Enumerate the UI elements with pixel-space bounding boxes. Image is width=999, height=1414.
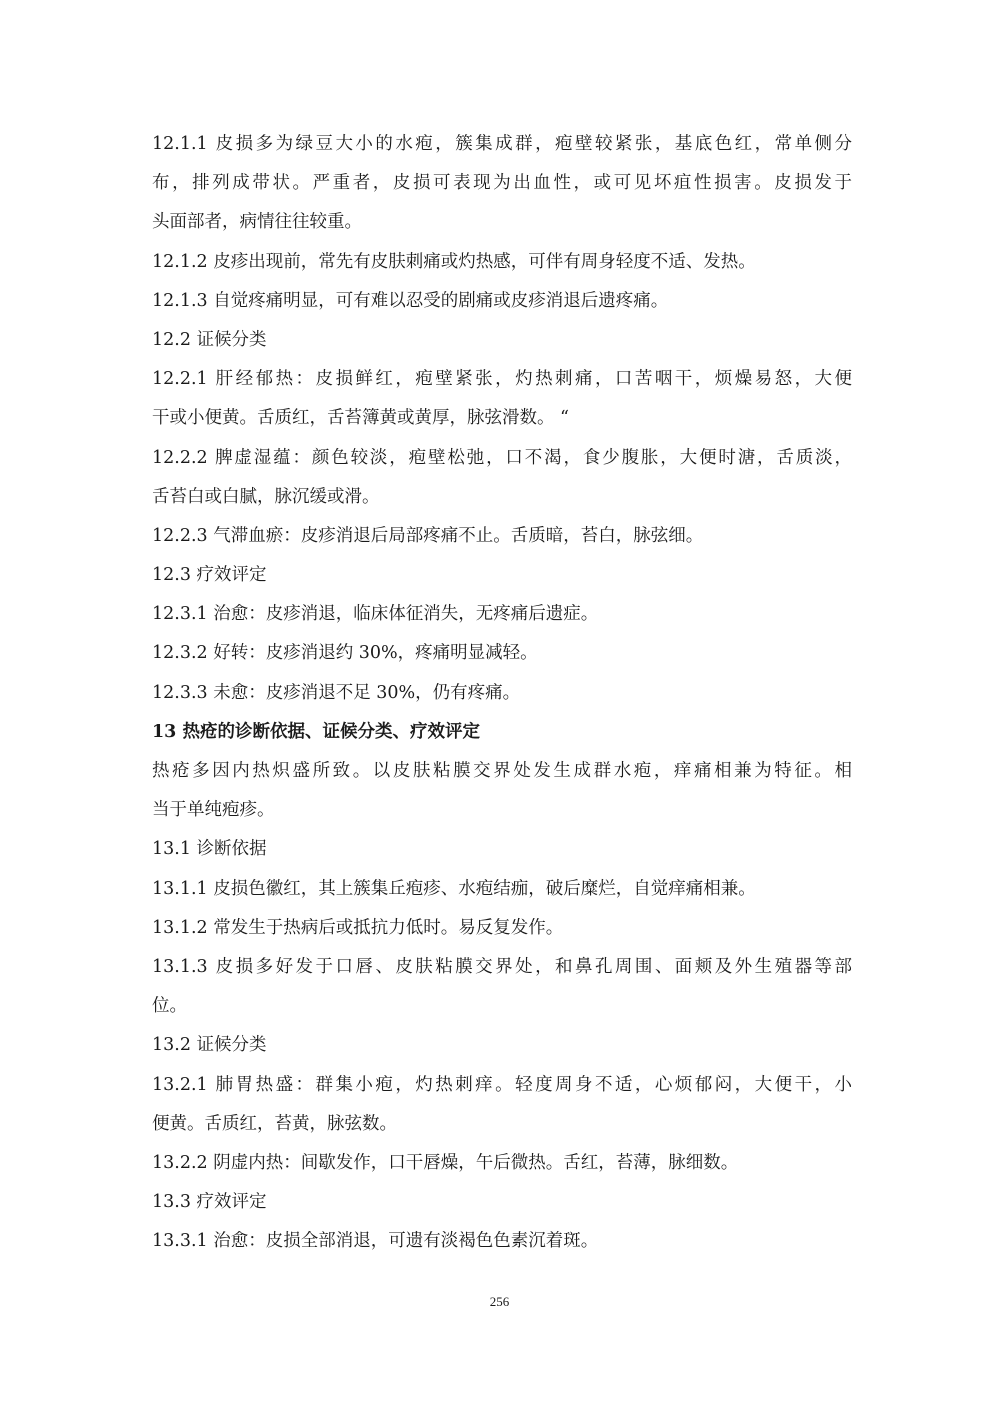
text-line-13-1-3: 13.1.3 皮损多好发于口唇、皮肤粘膜交界处，和鼻孔周围、面颊及外生殖器等部 bbox=[152, 956, 852, 977]
section-heading-13-3: 13.3 疗效评定 bbox=[152, 1192, 267, 1213]
text-line-13-intro: 热疮多因内热炽盛所致。以皮肤粘膜交界处发生成群水疱，痒痛相兼为特征。相 bbox=[152, 761, 852, 781]
text-line-12-1-1-cont: 布，排列成带状。严重者，皮损可表现为出血性，或可见坏疽性损害。皮损发于 bbox=[152, 173, 852, 194]
text-line-12-1-1: 12.1.1 皮损多为绿豆大小的水疱，簇集成群，疱壁较紧张，基底色红，常单侧分 bbox=[152, 134, 852, 154]
text-line-12-2-2: 12.2.2 脾虚湿蕴：颜色较淡，疱壁松弛，口不渴，食少腹胀，大便时溏，舌质淡， bbox=[152, 447, 852, 468]
section-heading-12-2: 12.2 证候分类 bbox=[152, 329, 267, 350]
text-line-12-2-2-end: 舌苔白或白腻，脉沉缓或滑。 bbox=[152, 486, 380, 507]
body-text bbox=[152, 125, 852, 1261]
text-line-13-2-1: 13.2.1 肺胃热盛：群集小疱，灼热刺痒。轻度周身不适，心烦郁闷，大便干，小 bbox=[152, 1074, 852, 1095]
text-line-13-1-1: 13.1.1 皮损色徽红，其上簇集丘疱疹、水疱结痂，破后糜烂，自觉痒痛相兼。 bbox=[152, 878, 756, 899]
text-line-13-2-1-end: 便黄。舌质红，苔黄，脉弦数。 bbox=[152, 1113, 397, 1134]
text-line-13-intro-end: 当于单纯疱疹。 bbox=[152, 800, 275, 821]
text-line-12-1-1-end: 头面部者，病情往往较重。 bbox=[152, 212, 362, 233]
text-line-13-1-3-end: 位。 bbox=[152, 996, 187, 1017]
page-number: 256 bbox=[489, 1294, 510, 1309]
text-line-13-3-1: 13.3.1 治愈：皮损全部消退，可遗有淡褐色色素沉着斑。 bbox=[152, 1231, 599, 1252]
section-heading-13-2: 13.2 证候分类 bbox=[152, 1035, 267, 1056]
text-line-13-1-2: 13.1.2 常发生于热病后或抵抗力低时。易反复发作。 bbox=[152, 917, 564, 938]
section-heading-12-3: 12.3 疗效评定 bbox=[152, 565, 267, 586]
text-line-12-2-1-end: 干或小便黄。舌质红，舌苔簿黄或黄厚，脉弦滑数。 “ bbox=[152, 408, 570, 429]
text-line-12-3-3: 12.3.3 未愈：皮疹消退不足 30%，仍有疼痛。 bbox=[152, 682, 521, 703]
section-heading-13-1: 13.1 诊断依据 bbox=[152, 839, 267, 860]
text-line-13-2-2: 13.2.2 阴虚内热：间歇发作，口干唇燥，午后微热。舌红，苔薄，脉细数。 bbox=[152, 1152, 739, 1173]
text-line-12-1-3: 12.1.3 自觉疼痛明显，可有难以忍受的剧痛或皮疹消退后遗疼痛。 bbox=[152, 290, 669, 311]
text-line-12-3-1: 12.3.1 治愈：皮疹消退，临床体征消失，无疼痛后遗症。 bbox=[152, 604, 599, 625]
text-line-12-3-2: 12.3.2 好转：皮疹消退约 30%，疼痛明显减轻。 bbox=[152, 643, 538, 664]
chapter-heading-13: 13 热疮的诊断依据、证候分类、疗效评定 bbox=[152, 721, 480, 742]
text-line-12-2-1: 12.2.1 肝经郁热：皮损鲜红，疱壁紧张，灼热刺痛，口苦咽干，烦燥易怒，大便 bbox=[152, 369, 852, 390]
text-line-12-1-2: 12.1.2 皮疹出现前，常先有皮肤刺痛或灼热感，可伴有周身轻度不适、发热。 bbox=[152, 251, 756, 272]
text-line-12-2-3: 12.2.3 气滞血瘀：皮疹消退后局部疼痛不止。舌质暗，苔白，脉弦细。 bbox=[152, 525, 704, 546]
